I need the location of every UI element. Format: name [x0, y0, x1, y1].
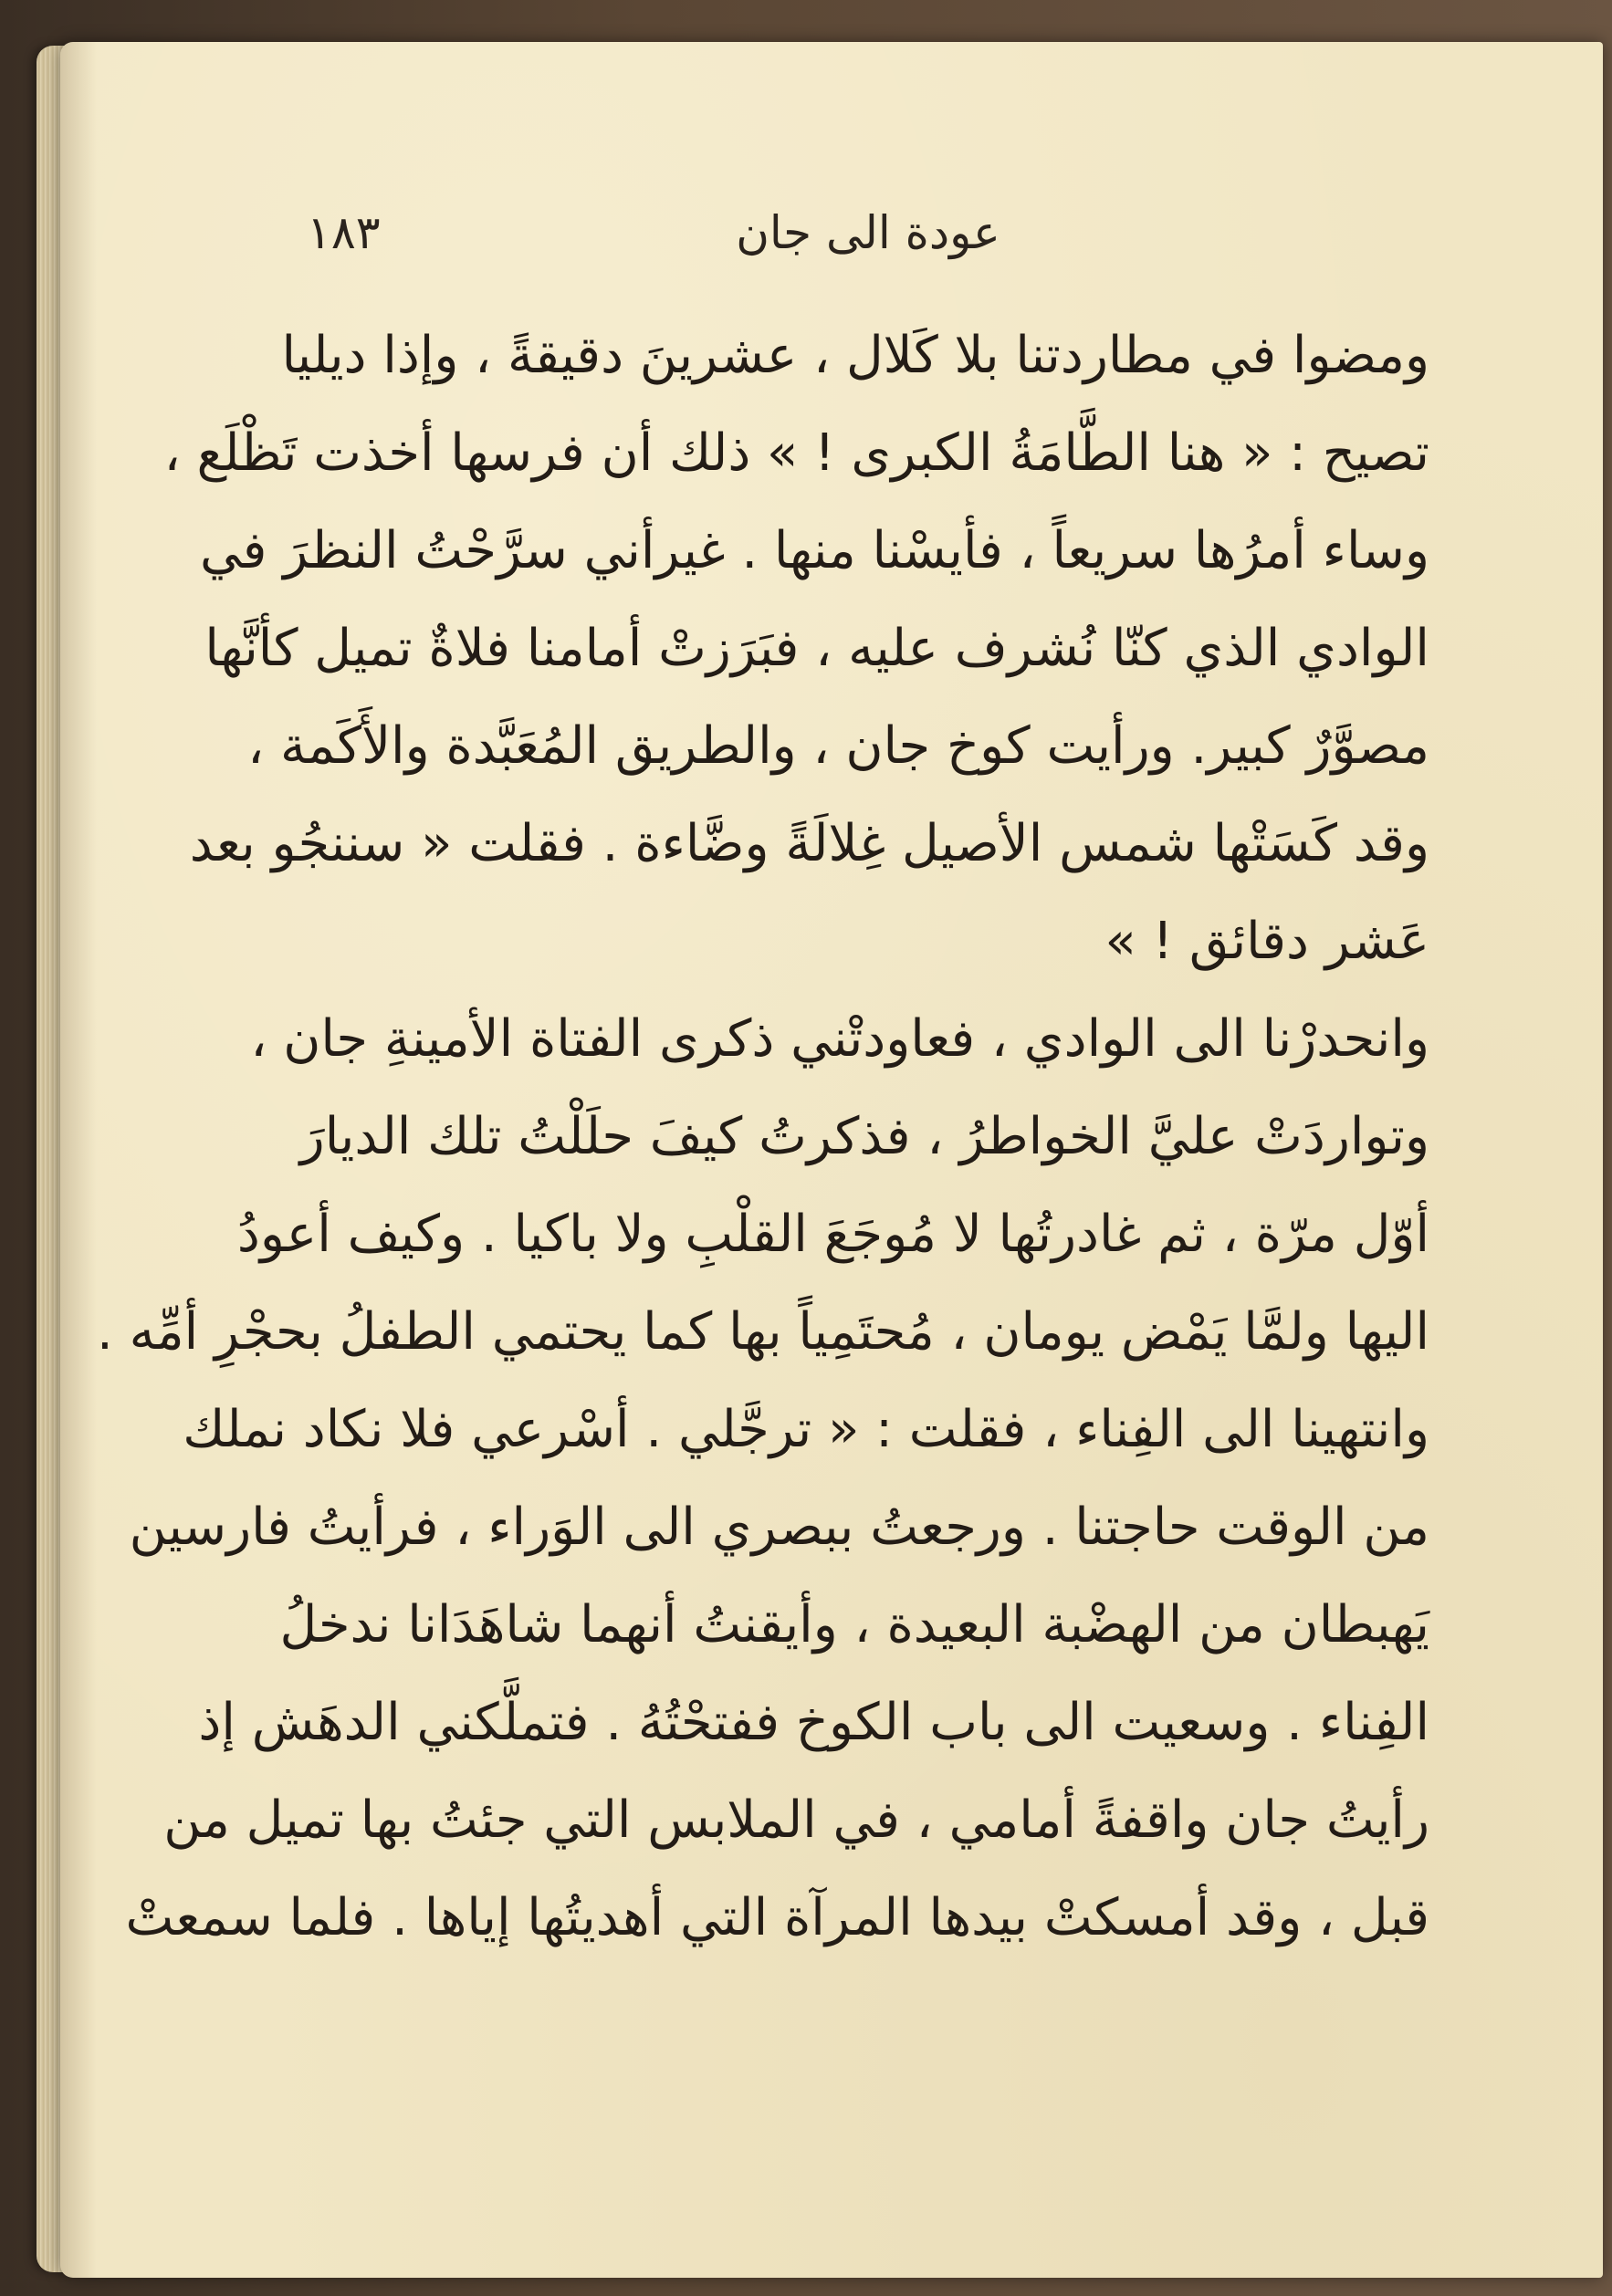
text-line: عَشر دقائق ! »: [1104, 912, 1429, 971]
text-line: من الوقت حاجتنا . ورجعتُ ببصري الى الوَراء ، فرأيتُ فارسين: [129, 1498, 1429, 1557]
text-line: مصوَّرٌ كبير. ورأيت كوخ جان ، والطريق المُعَبَّدة والأَكَمة ،: [247, 716, 1429, 776]
book-page: [60, 42, 1603, 2278]
text-line: وتواردَتْ عليَّ الخواطرُ ، فذكرتُ كيفَ حلَلْتُ تلك الديارَ: [299, 1107, 1429, 1166]
text-line: وساء أمرُها سريعاً ، فأيسْنا منها . غيرأني سرَّحْتُ النظرَ في: [199, 521, 1429, 580]
text-line: وانتهينا الى الفِناء ، فقلت : « ترجَّلي . أسْرعي فلا نكاد نملك: [183, 1400, 1429, 1459]
text-line: رأيتُ جان واقفةً أمامي ، في الملابس التي جئتُ بها تميل من: [163, 1790, 1429, 1850]
text-line: وقد كَسَتْها شمس الأصيل غِلالَةً وضَّاءة . فقلت « سننجُو بعد: [189, 814, 1429, 873]
running-title: عودة الى جان: [736, 206, 1000, 259]
text-line: قبل ، وقد أمسكتْ بيدها المرآة التي أهديتُها إياها . فلما سمعتْ: [125, 1888, 1429, 1947]
text-line: تصيح : « هنا الطَّامَةُ الكبرى ! » ذلك أن فرسها أخذت تَظْلَع ،: [163, 423, 1429, 483]
text-line: أوّل مرّة ، ثم غادرتُها لا مُوجَعَ القلْبِ ولا باكيا . وكيف أعودُ: [236, 1205, 1429, 1264]
page-body: [97, 307, 1429, 1967]
text-line: الوادي الذي كنّا نُشرف عليه ، فبَرَزتْ أمامنا فلاةٌ تميل كأنَّها: [204, 619, 1429, 678]
paragraph: [163, 307, 1429, 990]
paragraph: [125, 1381, 1429, 1967]
page-number: ١٨٣: [307, 206, 381, 259]
text-line: ومضوا في مطاردتنا بلا كَلال ، عشرينَ دقيقةً ، وإذا ديليا: [281, 326, 1429, 385]
page-header: [307, 206, 1429, 279]
text-line: الفِناء . وسعيت الى باب الكوخ ففتحْتُهُ . فتملَّكني الدهَش إذ: [198, 1693, 1429, 1752]
paragraph: [97, 990, 1429, 1381]
text-line: يَهبطان من الهضْبة البعيدة ، وأيقنتُ أنهما شاهَدَانا ندخلُ: [279, 1595, 1429, 1654]
text-line: اليها ولمَّا يَمْض يومان ، مُحتَمِياً بها كما يحتمي الطفلُ بحجْرِ أمِّه .: [97, 1302, 1429, 1362]
text-line: وانحدرْنا الى الوادي ، فعاودتْني ذكرى الفتاة الأمينةِ جان ،: [250, 1009, 1429, 1069]
